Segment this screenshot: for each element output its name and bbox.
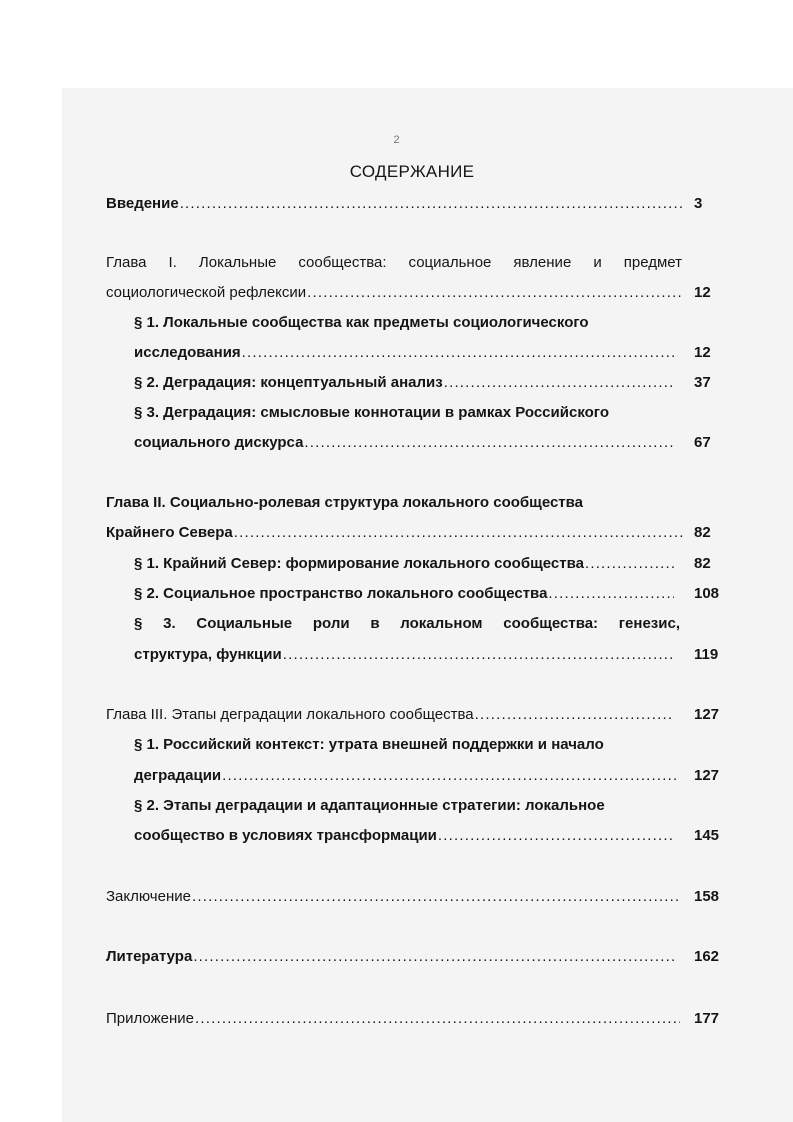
section-1-1-heading: § 1. Локальные сообщества как предметы социологического xyxy=(134,314,589,331)
toc-page-number: 177 xyxy=(694,1010,720,1027)
toc-page-number: 108 xyxy=(694,585,720,602)
scanned-page-area xyxy=(62,88,793,1122)
toc-entry-section-2-1 xyxy=(134,555,676,573)
toc-entry-section-2-3 xyxy=(134,646,674,664)
dot-leader xyxy=(195,1010,680,1028)
toc-entry-section-1-1 xyxy=(134,344,678,362)
dot-leader xyxy=(193,948,676,966)
toc-entry-section-3-2 xyxy=(134,827,674,845)
toc-label: исследования xyxy=(134,344,241,361)
toc-page-number: 82 xyxy=(694,524,711,541)
chapter-1-heading: Глава I. Локальные сообщества: социальное явление и предмет xyxy=(106,254,682,271)
toc-label: социологической рефлексии xyxy=(106,284,307,301)
toc-entry-section-2-2 xyxy=(134,585,674,603)
toc-label: сообщество в условиях трансформации xyxy=(134,827,437,844)
dot-leader xyxy=(585,555,676,573)
toc-entry-chapter-1 xyxy=(106,284,684,302)
toc-label: Крайнего Севера xyxy=(106,524,233,541)
dot-leader xyxy=(438,827,674,845)
toc-page-number: 127 xyxy=(694,706,720,723)
dot-leader xyxy=(304,434,674,452)
chapter-2-heading: Глава II. Социально-ролевая структура локального сообщества xyxy=(106,494,584,511)
dot-leader xyxy=(548,585,674,603)
toc-page-number: 162 xyxy=(694,948,720,965)
dot-leader xyxy=(180,195,684,213)
section-1-3-heading: § 3. Деградация: смысловые коннотации в рамках Российского xyxy=(134,404,609,421)
toc-page-number: 158 xyxy=(694,888,720,905)
toc-page-number: 67 xyxy=(694,434,711,451)
section-3-2-heading: § 2. Этапы деградации и адаптационные стратегии: локальное xyxy=(134,797,605,814)
dot-leader xyxy=(242,344,678,362)
toc-page-number: 12 xyxy=(694,284,711,301)
toc-page-number: 145 xyxy=(694,827,720,844)
toc-label: деградации xyxy=(134,767,222,784)
toc-page-number: 3 xyxy=(694,195,703,212)
toc-page-number: 37 xyxy=(694,374,711,391)
toc-label: Введение xyxy=(106,195,179,212)
toc-label: § 2. Социальное пространство локального сообщества xyxy=(134,585,548,602)
toc-entry-conclusion xyxy=(106,888,678,906)
dot-leader xyxy=(444,374,674,392)
toc-page-number: 82 xyxy=(694,555,711,572)
dot-leader xyxy=(475,706,674,724)
toc-page-number: 12 xyxy=(694,344,711,361)
section-2-3-heading: § 3. Социальные роли в локальном сообщества: генезис, xyxy=(134,615,680,632)
toc-page-number: 127 xyxy=(694,767,720,784)
toc-label: § 2. Деградация: концептуальный анализ xyxy=(134,374,443,391)
toc-entry-appendix xyxy=(106,1010,680,1028)
toc-entry-section-1-2 xyxy=(134,374,674,392)
toc-label: Литература xyxy=(106,948,193,965)
toc-entry-literature xyxy=(106,948,676,966)
dot-leader xyxy=(307,284,684,302)
toc-label: структура, функции xyxy=(134,646,282,663)
section-3-1-heading: § 1. Российский контекст: утрата внешней поддержки и начало xyxy=(134,736,604,753)
toc-entry-intro xyxy=(106,195,684,213)
toc-label: социального дискурса xyxy=(134,434,304,451)
dot-leader xyxy=(222,767,676,785)
toc-label: Глава III. Этапы деградации локального сообщества xyxy=(106,706,474,723)
toc-label: Приложение xyxy=(106,1010,194,1027)
toc-entry-chapter-2 xyxy=(106,524,684,542)
dot-leader xyxy=(283,646,674,664)
page-number: 2 xyxy=(393,134,400,146)
toc-entry-section-1-3 xyxy=(134,434,674,452)
toc-label: Заключение xyxy=(106,888,191,905)
dot-leader xyxy=(192,888,678,906)
toc-entry-section-3-1 xyxy=(134,767,676,785)
toc-label: § 1. Крайний Север: формирование локального сообщества xyxy=(134,555,584,572)
toc-page-number: 119 xyxy=(694,646,719,663)
dot-leader xyxy=(234,524,684,542)
page-title: СОДЕРЖАНИЕ xyxy=(349,162,475,181)
toc-entry-chapter-3 xyxy=(106,706,674,724)
